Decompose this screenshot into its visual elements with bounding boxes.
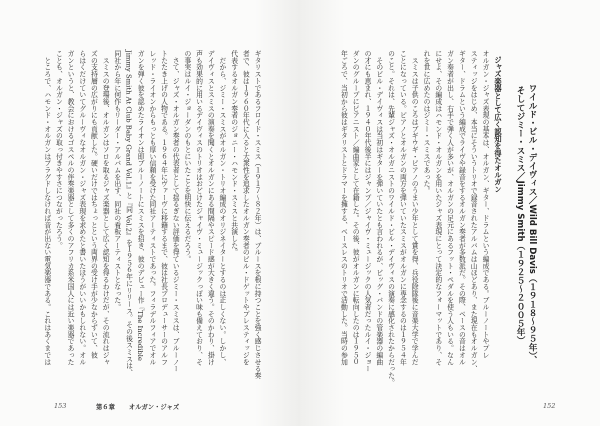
text-column: デイヴィスとスミスの演奏を聞くとオルガンにある間隔やスピード感が大きく違う。そのかわり、掛け (206, 50, 215, 366)
text-column: スティッジをはじめ、本当にそういうトリオで録音されたアルバムは山ほどあり、また現在もオルガン、 (469, 50, 478, 372)
running-footer (96, 402, 193, 411)
subheading: ジャズ楽器として広く認知を得たオルガン (494, 56, 503, 193)
text-column: 同社から年に何作もリーダー・アルバムを出す、同社の看板アーティストとなった。 (112, 50, 121, 311)
text-column: にせよ、その編成はハモンド・オルガンを用いたジャズ表現にとって決定的なフォーマットであり、そ (433, 50, 442, 366)
text-column: 年ごろで、当初から彼はギタリストとドラマーを擁する、ベースレスのトリオで活動した。当時の参加 (339, 50, 348, 366)
text-column: だから、ジミー・スミスがオルガン・トリオ編成のオリジネイターとするのは正しくない。しかし、 (217, 50, 226, 366)
text-column: 代表するオルガン奏者のジョニー・ハモンド・スミスと共演した。 (229, 50, 238, 256)
text-column: トたたき上げの人物である。１９６４年にヴァーヴに移籍するまで、彼は社長プロデューサーのアルフ (159, 50, 168, 366)
chapter-number: 第６章 (96, 404, 115, 411)
page-number-right: 152 (543, 402, 556, 410)
chapter-title: オルガン・ジャズ (128, 404, 180, 411)
text-column: ズの支持層の広がりにも貢献した。硬いだけではちょっとという両界の受け手が少なからずいて、彼 (89, 50, 98, 359)
section-heading-line-2: そしてジミー・スミス／Jimmy Smith（１９２５〜２００５年） (515, 86, 525, 345)
text-column: らはくだけていてグルーヴィなオルガン・ジャズ表現を求めたと書いたほうがいいかもしれない。オル (77, 50, 86, 366)
text-column: スミスは子供のころはブギウギ・ピアノのうまい少年として賞を得、兵役除隊後に音楽大学で学んだ (410, 50, 419, 366)
text-column: の才にも恵まれ、１９４０年代後半にはジャンプ／ジャイヴ・ミュージックの人気者だったルイ・ジョー (363, 50, 371, 372)
text-column: オルガン・ジャズ表現の基本は、オルガン、ギター、ドラムという編成である。ブルーノートやプレ (481, 50, 489, 359)
text-column: Jimmy Smith At Club Baby Grand Vol.1』と『同 Vol.2』を１９５６年にリリース。その後スミスは、 (124, 50, 133, 376)
text-column: スミスの登場後、オルガンはソロを取るジャズ楽器として広く認知を得るわけだが、その流れはジャ (101, 50, 110, 366)
text-column: ことも、オルガン・ジャズの取っ付きやすさにつながったろう。 (54, 50, 63, 249)
text-column: ガンというと、教会におけるゴスペルの伴奏楽器として多くのアフリカ系米国人には近い楽器であった (66, 50, 75, 366)
text-column: 声も効果的に用いるデイヴィスのトリオはおどけたジャイヴ・ミュージックっぽい味も備えており、そ (194, 50, 203, 366)
text-column: のこと。それは、先輩ジャズ・オルガニストのワイルド・ビル・デイヴィスの演奏に感化されたからだった。 (386, 50, 395, 386)
text-column: れを世に広めたのはジミー・スミスであった。 (422, 50, 430, 194)
text-column: さて、ジャズ・オルガン奏者の代表者として揺るぎない評価を得ているジミー・スミスは、ブルーノー (171, 50, 180, 372)
text-column: ガンを弾く彼を認めたライオンは即ブルーノートにスミスを招き、彼のデビュー作『The Incredible (136, 50, 145, 361)
text-column: レッド・ライオンからもっとも厚い信頼を受けた同社アーティストであった。フィラデルフィアでオル (147, 50, 156, 366)
text-column: そのビル・デイヴィスは当初はギターを弾いていたとも言われるが、ビッグ・バンドの管楽器の編曲 (374, 50, 383, 366)
text-column: ところで、ハモンド・オルガンはプラグドしなければ音が出ない電気楽器である。これはあくまでは (42, 50, 51, 366)
right-page (300, 0, 600, 426)
text-column: 者で、彼は１９６０年代に入ると大衆性を追求したオルガン奏者のビル・ドゲットやプレスティッジを (241, 50, 250, 366)
text-column: の事実はルイ・ジョーダンのもとにいたことを明快に伝えるだろう。 (182, 50, 191, 263)
text-column: ことになっている。ピアノとオルガンの両方を弾いていたスミスがオルガンに専念するのは１９５４年 (398, 50, 407, 366)
text-column: ギタリストであるフロイド・スミス（１９１７〜８２年）は、ブルースを根に持つことを強く感じさせる奏 (253, 50, 261, 379)
text-column: ガン奏者が出し、右手で弾く人が多いが、オルガンの足元にあるフット・ペダルを使う人もいる。なん (445, 50, 454, 366)
text-column: ギター、ドラムという編成でライヴや録音をするオルガン奏者が多数派だ。その際、ベースの音はオル (457, 50, 466, 366)
page-number-left: 153 (54, 402, 67, 410)
section-heading-line-1: ワイルド・ビル・デイヴィス／Wild Bill Davis（１９１８〜９５年）、 (527, 84, 537, 365)
text-column: ダンのグループにピアニスト／編曲家として在籍した。その後、彼がオルガンに転向したのは１９５０ (351, 50, 360, 366)
